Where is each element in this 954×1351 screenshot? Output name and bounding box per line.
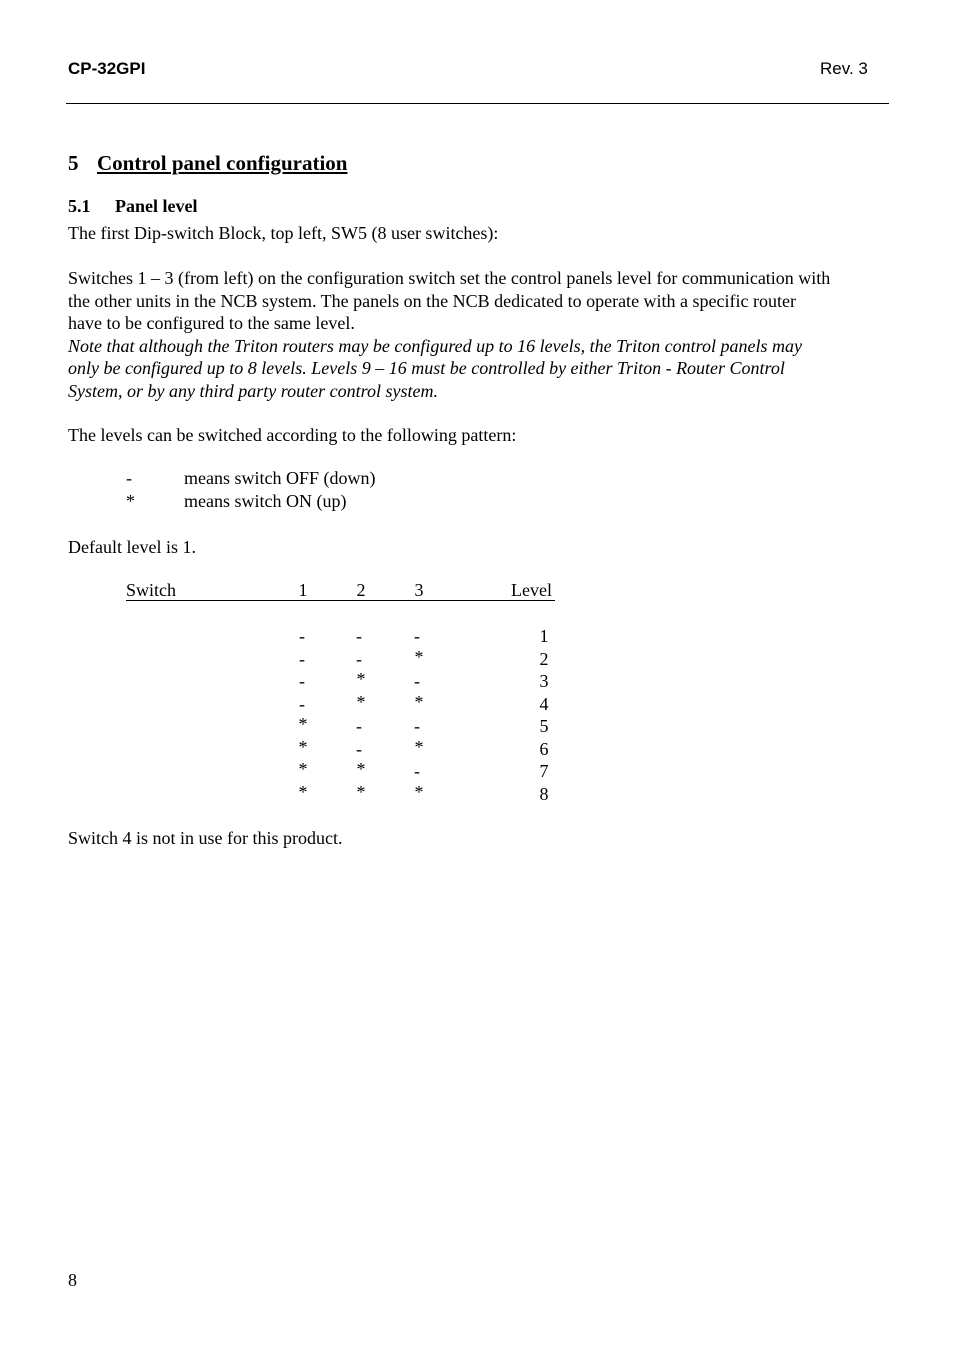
legend-meaning-on: means switch ON (up) <box>184 491 347 511</box>
default-level-text: Default level is 1. <box>68 537 196 557</box>
table-cell: * <box>356 692 366 712</box>
table-cell: - <box>414 716 420 736</box>
subsection-title: Panel level <box>115 196 198 216</box>
table-cell: * <box>298 759 308 779</box>
table-cell: - <box>356 716 362 736</box>
page-number: 8 <box>68 1270 77 1290</box>
table-cell: * <box>298 737 308 757</box>
legend-symbol-off: - <box>126 468 132 488</box>
section-title: Control panel configuration <box>97 151 348 175</box>
table-cell-level: 8 <box>539 784 549 804</box>
table-header-underline <box>126 600 555 601</box>
table-cell: - <box>414 761 420 781</box>
table-cell: * <box>414 692 424 712</box>
table-cell: - <box>299 626 305 646</box>
paragraph-line: the other units in the NCB system. The panels on the NCB dedicated to operate with a specific router <box>68 291 796 311</box>
table-cell: - <box>299 671 305 691</box>
table-cell: * <box>356 759 366 779</box>
table-header-switch: Switch <box>126 580 177 600</box>
subsection-number: 5.1 <box>68 196 91 216</box>
table-header-switch-3: 3 <box>414 580 424 600</box>
paragraph-line: Switches 1 – 3 (from left) on the configuration switch set the control panels level for communication with <box>68 268 831 288</box>
table-header-switch-1: 1 <box>298 580 308 600</box>
table-cell: - <box>356 649 362 669</box>
table-header-level: Level <box>511 580 552 600</box>
table-cell: * <box>356 782 366 802</box>
section-number: 5 <box>68 151 79 175</box>
header-rule <box>66 103 889 104</box>
table-cell: - <box>414 671 420 691</box>
table-cell: - <box>299 694 305 714</box>
table-cell-level: 4 <box>539 694 549 714</box>
paragraph-line: have to be configured to the same level. <box>68 313 355 333</box>
table-cell-level: 5 <box>539 716 549 736</box>
table-cell: * <box>414 737 424 757</box>
table-cell: * <box>414 647 424 667</box>
table-cell: - <box>356 739 362 759</box>
table-cell: * <box>356 669 366 689</box>
pattern-intro: The levels can be switched according to the following pattern: <box>68 425 517 445</box>
table-cell: * <box>298 714 308 734</box>
note-line: System, or by any third party router control system. <box>68 381 438 401</box>
note-line: only be configured up to 8 levels. Levels 9 – 16 must be controlled by either Triton - Router Control <box>68 358 785 378</box>
header-product: CP-32GPI <box>68 59 146 78</box>
table-cell: - <box>299 649 305 669</box>
table-header-switch-2: 2 <box>356 580 366 600</box>
intro-text: The first Dip-switch Block, top left, SW5 (8 user switches): <box>68 223 499 243</box>
table-cell: - <box>356 626 362 646</box>
table-cell-level: 7 <box>539 761 549 781</box>
legend-meaning-off: means switch OFF (down) <box>184 468 376 488</box>
table-cell: * <box>414 782 424 802</box>
table-cell: * <box>298 782 308 802</box>
header-revision: Rev. 3 <box>820 59 868 78</box>
note-line: Note that although the Triton routers may be configured up to 16 levels, the Triton control panels may <box>68 336 802 356</box>
switch4-note: Switch 4 is not in use for this product. <box>68 828 343 848</box>
legend-symbol-on: * <box>126 491 135 511</box>
table-cell-level: 6 <box>539 739 549 759</box>
table-cell-level: 1 <box>539 626 549 646</box>
table-cell-level: 3 <box>539 671 549 691</box>
table-cell: - <box>414 626 420 646</box>
table-cell-level: 2 <box>539 649 549 669</box>
